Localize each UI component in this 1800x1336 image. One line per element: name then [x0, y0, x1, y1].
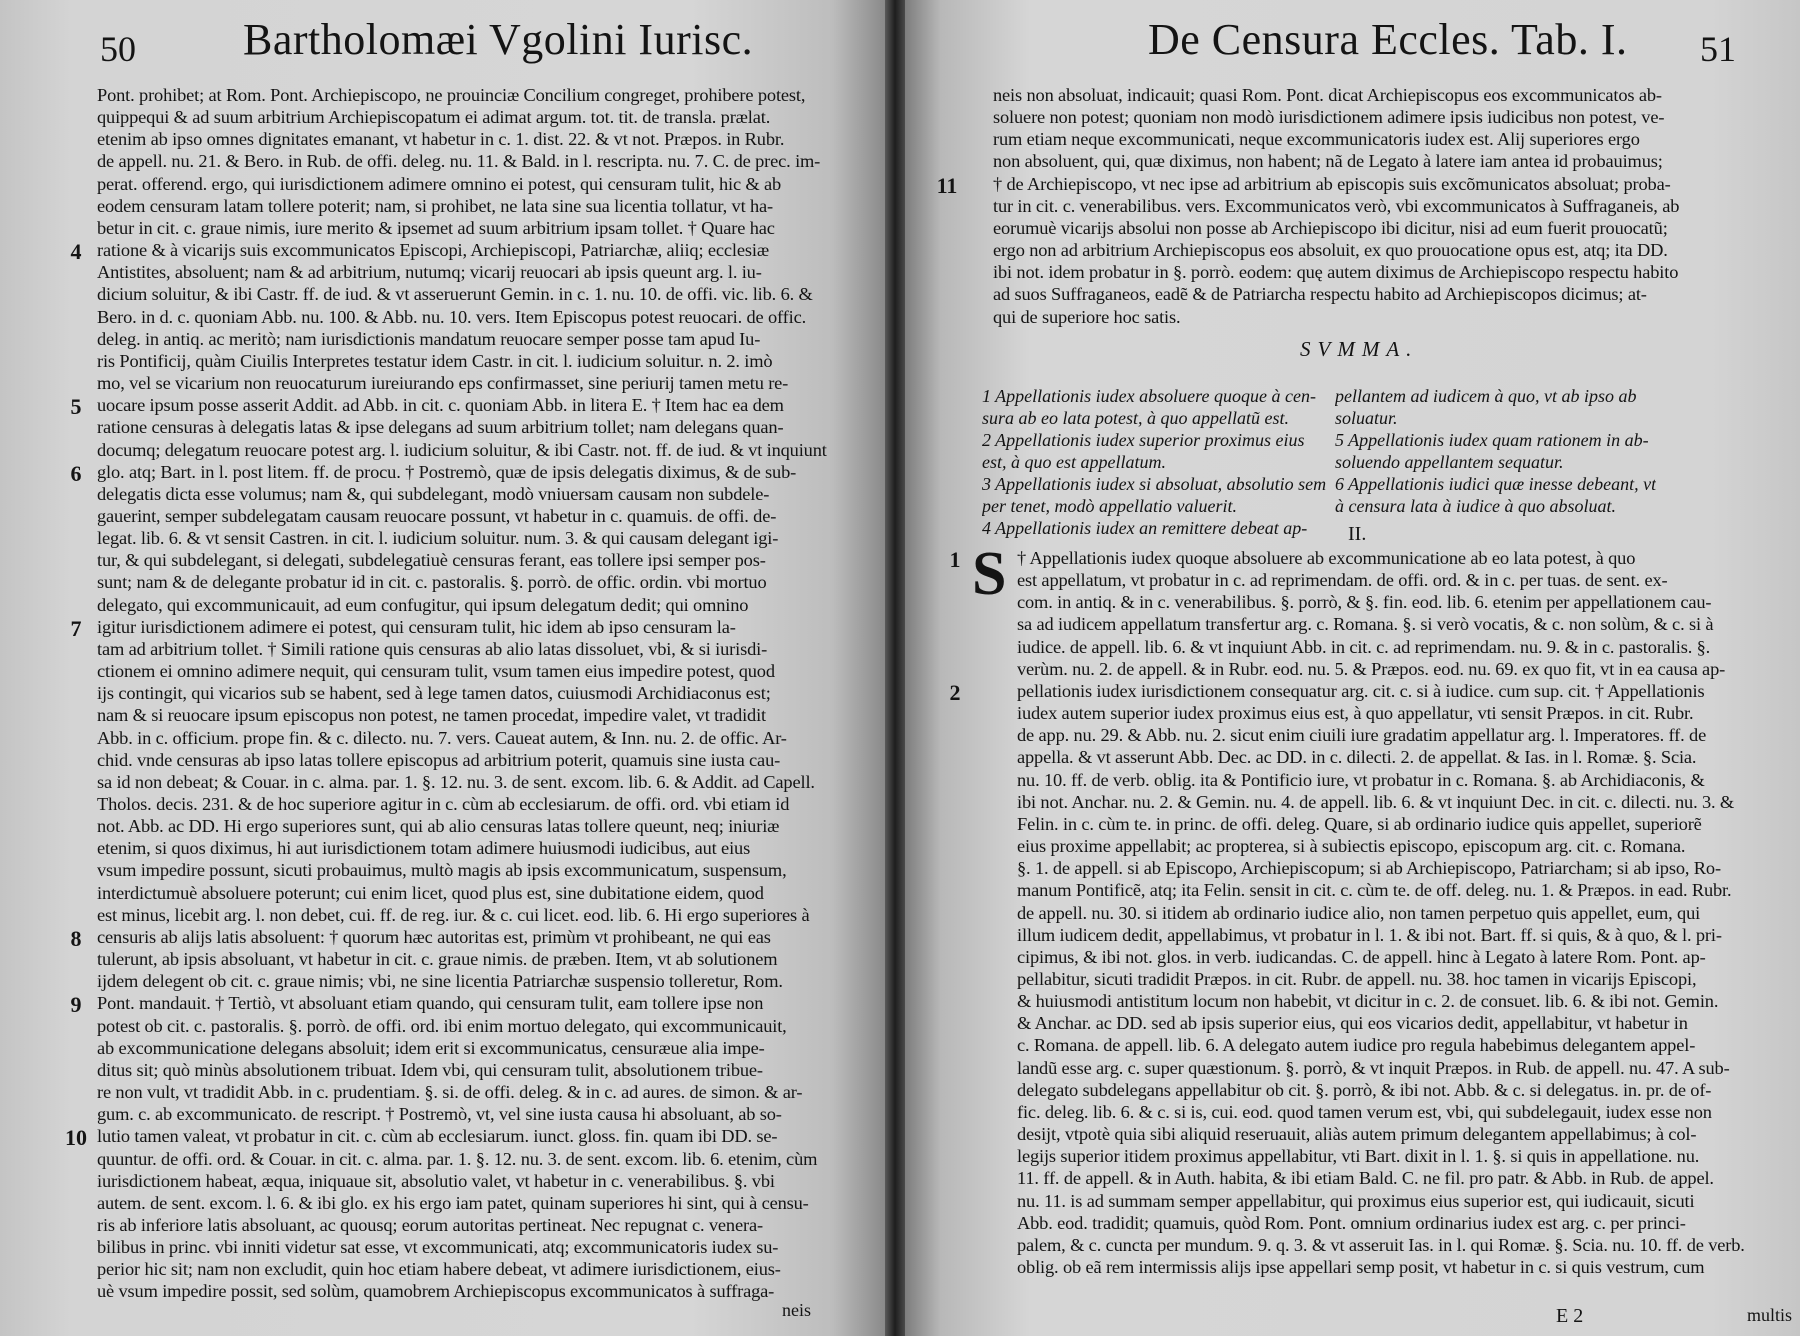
text-line: iudex autem superior iudex proximus eius est, à quo appellatur, vti sensit Præpos. in cit. Rubr.: [1017, 703, 1694, 724]
summa-entry: pellantem ad iudicem à quo, vt ab ipso ab: [1335, 386, 1637, 406]
signature-mark: E 2: [1556, 1305, 1584, 1327]
text-line: appella. & vt asserunt Abb. Dec. ac DD. in c. dilecti. 2. de appellat. & Ias. in l. Romæ. §. Scia.: [1017, 747, 1697, 768]
text-line: nu. 11. is ad summam semper appellabitur, qui proximus eius superior est, qui iudicauit, sicuti: [1017, 1190, 1695, 1211]
text-line: & Anchar. ac DD. sed ab ipsis superior eius, qui eos vicarios dedit, appellabitur, vt habetur in: [1017, 1013, 1688, 1034]
text-line: uè vsum impedire possit, sed solùm, quamobrem Archiepiscopus excommunicatos à suffraga-: [97, 1281, 775, 1302]
text-line: ris ab inferiore latis absoluant, ac quousq; eorum autoritas pertineat. Nec repugnat c. venera-: [97, 1214, 763, 1235]
text-line: verùm. nu. 2. de appell. & in Rubr. eod. nu. 5. & Præpos. eod. nu. 69. ex quo fit, vt in ea causa ap-: [1017, 658, 1726, 679]
text-line: Bero. in d. c. quoniam Abb. nu. 100. & Abb. nu. 10. vers. Item Episcopus potest reuocari. de offic.: [97, 306, 807, 327]
text-line: perat. offerend. ergo, qui iurisdictionem adimere omnino ei potest, qui censuram tulit, hic & ab: [97, 173, 782, 194]
text-line: c. Romana. de appell. lib. 6. A delegato autem iudice pro regula habebimus delegantem appel-: [1017, 1035, 1696, 1056]
text-line: tur, & qui subdelegant, si delegati, subdelegatiuè censuras ferant, eas tollere ipsi semper pos-: [97, 550, 766, 571]
text-line: eorumuè vicarijs absolui non posse ab Archiepiscopo ibi dicitur, nisi ad eum fuerit prouocatũ;: [993, 217, 1668, 238]
left-body-text: [97, 84, 832, 1303]
text-line: delegato subdelegans appellabitur ob cit. §. porrò, & ibi not. Abb. & c. si delegatus. in. pr. de of-: [1017, 1079, 1712, 1100]
text-line: soluere non potest; quoniam non modò iurisdictionem adimere ipsis iudicibus non potest, ve-: [993, 107, 1665, 128]
text-line: etenim, si quos diximus, hi aut iurisdictionem totam adimere huiusmodi iudicibus, aut eius: [97, 838, 751, 859]
text-line: deleg. in antiq. ac meritò; nam iurisdictionis mandatum reuocare semper posse tam apud Iu-: [97, 328, 761, 349]
text-line: est minus, licebit arg. l. non debet, cui. ff. de reg. iur. & c. cui licet. eod. lib. 6. Hi ergo superiores à: [97, 904, 810, 925]
right-intro-text: [993, 84, 1753, 328]
summa-entry: soluendo appellantem sequatur.: [1335, 452, 1564, 472]
margin-number: 7: [70, 615, 82, 641]
text-line: † Appellationis iudex quoque absoluere ab excommunicatione ab eo lata potest, à quo: [1017, 548, 1636, 568]
left-page: [0, 0, 885, 1336]
text-line: not. Abb. ac DD. Hi ergo superiores sunt, qui ab alio censuras latas tollere queunt, neq; iniuriæ: [97, 816, 780, 837]
text-line: sa ad iudicem appellatum transfertur arg. c. Romana. §. si verò vocatis, & c. non solùm, & c. si à: [1017, 614, 1714, 635]
summa-entry: 6 Appellationis iudici quæ inesse debeant, vt: [1335, 474, 1657, 494]
text-line: qui de superiore hoc satis.: [993, 306, 1181, 327]
text-line: mo, vel se vicarium non reuocaturum iureiurando eps confirmasset, sine periurij tamen metu re-: [97, 373, 789, 394]
text-line: legat. lib. 6. & vt sensit Castren. in cit. l. iudicium soluitur. num. 3. & qui causam delegant igi-: [97, 528, 779, 549]
text-line: documq; delegatum reuocare potest arg. l. iudicium soluitur, & ibi Castr. not. ff. de iud. & vt inquiunt: [97, 439, 827, 460]
text-line: dicium soluitur, & ibi Castr. ff. de iud. & vt asseruerunt Gemin. in c. 1. nu. 10. de offi. vic. lib. 6. &: [97, 284, 813, 305]
text-line: de appell. nu. 30. si itidem ab ordinario iudice alio, non tamen perpetuo quis appellet, eum, qui: [1017, 902, 1701, 923]
text-line: lutio tamen valeat, vt probatur in cit. c. cùm ab ecclesiarum. iunct. gloss. fin. quam ibi DD. se-: [97, 1126, 778, 1147]
margin-number: 11: [936, 172, 958, 198]
text-line: ijs contingit, qui vicarios sub se habent, sed à lege tamen datos, cuiusmodi Archidiaconus est;: [97, 683, 771, 704]
text-line: gum. c. ab excommunicato. de rescript. † Postremò, vt, vel sine iusta causa hi absoluant, ab so-: [97, 1104, 782, 1125]
text-line: legijs superior itidem proximus appellabitur, vti Bart. dixit in l. 1. §. si quis in appellatione. nu.: [1017, 1146, 1700, 1167]
text-line: uocare ipsum posse asserit Addit. ad Abb. in cit. c. quoniam Abb. in litera E. † Item hac ea dem: [97, 395, 784, 416]
text-line: ditus sit; quò minùs absolutionem tribuat. Idem vbi, qui censuram tulit, absolutionem tribue-: [97, 1059, 763, 1080]
summa-entry: per tenet, modò appellatio valuerit.: [982, 496, 1237, 516]
summa-entry: sura ab eo lata potest, à quo appellatũ est.: [982, 408, 1289, 428]
text-line: ctionem ei omnino adimere nequit, qui censuram tulit, vsum tamen eius impedire potest, quod: [97, 661, 775, 682]
text-line: Tholos. decis. 231. & de hoc superiore agitur in c. cùm ab ecclesiarum. de offi. ord. vbi etiam id: [97, 794, 790, 814]
text-line: landũ esse arg. c. super quæstionum. §. porrò, & vt inquit Præpos. in Rub. de appell. nu. 47. A sub-: [1017, 1057, 1730, 1078]
text-line: tulerunt, ab ipsis absoluant, vt habetur in cit. c. graue nimis. de præben. Item, vt ab solutionem: [97, 949, 778, 970]
text-line: Abb. in c. officium. prope fin. & c. dilecto. nu. 7. vers. Caueat autem, & Inn. nu. 2. de offic. Ar-: [97, 727, 787, 748]
book-gutter: [885, 0, 905, 1336]
summa-entry: est, à quo est appellatum.: [982, 452, 1166, 472]
text-line: manum Pontificẽ, atq; ita Felin. sensit in cit. c. cùm te. de off. deleg. nu. 1. & Præpos. in ead. Rubr.: [1017, 880, 1732, 901]
text-line: non absoluent, qui, quæ diximus, non habent; nã de Legato à latere iam antea id probauimus;: [993, 151, 1663, 172]
text-line: Antistites, absoluent; nam & ad arbitrium, nutumq; vicarij reuocari ab ipsis queunt arg. l. iu-: [97, 262, 762, 283]
text-line: nu. 10. ff. de verb. oblig. ita & Pontificio iure, vt probatur in c. Romana. §. ab Archidiaconis, &: [1017, 769, 1705, 790]
margin-number: 9: [70, 992, 82, 1018]
text-line: palem, & c. cuncta per mundum. 9. q. 3. & vt asseruit Ias. in l. qui Romæ. §. Scia. nu. 10. ff. de verb.: [1017, 1234, 1745, 1255]
text-line: autem. de sent. excom. l. 6. & ibi glo. ex his ergo iam patet, quinam superiores hi sint, qui à censu-: [97, 1192, 809, 1213]
text-line: † de Archiepiscopo, vt nec ipse ad arbitrium ab episcopis suis excõmunicatos absoluat; proba-: [993, 173, 1671, 194]
summa-entry: 5 Appellationis iudex quam rationem in ab-: [1335, 430, 1649, 450]
text-line: interdictumuè absoluere poterunt; cui enim licet, quod plus est, sine dubitatione eidem, quod: [97, 882, 764, 903]
section-number: II.: [1348, 523, 1367, 545]
text-line: 11. ff. de appell. & in Auth. habita, & ibi etiam Bald. C. ne fil. pro patr. & Abb. in Rub. de appel.: [1017, 1168, 1714, 1189]
summa-entry: 4 Appellationis iudex an remittere debeat ap-: [982, 518, 1308, 538]
summa-entry: 1 Appellationis iudex absoluere quoque à cen-: [982, 386, 1316, 406]
text-line: potest ob cit. c. pastoralis. §. porrò. de offi. ord. ibi enim mortuo delegato, qui excommunicauit,: [97, 1015, 787, 1036]
text-line: cipimus, & ibi not. glos. in verb. iudicandas. C. de appell. hinc à Legato à latere Rom. Pont. ap-: [1017, 946, 1706, 967]
margin-number: 5: [70, 394, 82, 420]
margin-number: 10: [65, 1125, 87, 1151]
text-line: neis non absoluat, indicauit; quasi Rom. Pont. dicat Archiepiscopus eos excommunicatos ab-: [993, 85, 1662, 105]
text-line: igitur iurisdictionem adimere ei potest, qui censuram tulit, hic idem ab ipso censuram la-: [97, 616, 736, 637]
right-page: [905, 0, 1800, 1336]
text-line: ibi not. idem probatur in §. porrò. eodem: quę autem diximus de Archiepiscopo respectu habito: [993, 262, 1679, 283]
right-running-head: De Censura Eccles. Tab. I.: [1148, 15, 1628, 64]
text-line: delegatis dicta esse volumus; nam &, qui subdelegant, modò vniuersam causam non subdele-: [97, 483, 770, 504]
text-line: de app. nu. 29. & Abb. nu. 2. sicut enim ciuili iure gradatim appellatur arg. l. Imperatores. ff. de: [1017, 725, 1707, 746]
margin-number: 6: [70, 460, 82, 486]
text-line: ergo non ad arbitrium Archiepiscopus eos absoluit, ex quo prouocatione opus est, atq; ita DD.: [993, 240, 1668, 261]
text-line: Pont. mandauit. † Tertiò, vt absoluant etiam quando, qui censuram tulit, eam tollere ipse non: [97, 993, 764, 1014]
text-line: quippequi & ad suum arbitrium Archiepiscopatum ei adimat argum. tot. tit. de transla. prælat.: [97, 107, 771, 128]
text-line: iurisdictionem habeat, æqua, iniquaue sit, absolutio valet, vt habetur in c. venerabilibus. §. vbi: [97, 1170, 775, 1191]
text-line: eius proxime appellabit; ac propterea, si à subiectis episcopo, episcopum arg. cit. c. Romana.: [1017, 836, 1686, 857]
text-line: betur in cit. c. graue nimis, iure merito & ipsemet ad suum arbitrium ipsam tollet. † Quare hac: [97, 217, 775, 238]
margin-number: 4: [70, 239, 82, 265]
text-line: sa id non debeat; & Couar. in c. alma. par. 1. §. 12. nu. 3. de sent. excom. lib. 6. & Addit. ad Capell.: [97, 771, 815, 792]
text-line: sunt; nam & de delegante probatur id in cit. c. pastoralis. §. porrò. de offic. ordin. vbi mortuo: [97, 572, 767, 593]
text-line: bilibus in princ. vbi inniti videtur sat esse, vt excommunicati, atq; excommunicatoris iudex su-: [97, 1237, 779, 1258]
text-line: re non vult, vt tradidit Abb. in c. prudentiam. §. si. de offi. deleg. & in c. ad aures. de simon. & ar-: [97, 1082, 803, 1103]
text-line: quuntur. de offi. ord. & Couar. in cit. c. alma. par. 1. §. 12. nu. 3. de sent. excom. lib. 6. etenim, cùm: [97, 1148, 818, 1169]
text-line: ad suos Suffraganeos, eadẽ & de Patriarcha respectu habito ad Archiepiscopos dicimus; at-: [993, 284, 1647, 305]
text-line: ab excommunicatione delegans absoluit; idem erit si excommunicatus, censuræue alia impe-: [97, 1037, 765, 1058]
text-line: ris Pontificij, quàm Ciuilis Interpretes testatur idem Castr. in cit. l. iudicium soluitur. n. 2. imò: [97, 350, 773, 371]
right-catchword: multis: [1747, 1305, 1793, 1325]
text-line: gauerint, semper subdelegatam causam reuocare possunt, vt habetur in c. quamuis. de offi. de-: [97, 505, 777, 526]
drop-cap-initial: S: [972, 540, 1007, 608]
text-line: est appellatum, vt probatur in c. ad reprimendam. de offi. ord. & in c. per tuas. de sent. ex-: [1017, 570, 1668, 591]
text-line: iudice. de appell. lib. 6. & vt inquiunt Abb. in cit. c. ad reprimendam. nu. 9. & in c. pastoralis. §.: [1017, 636, 1711, 657]
text-line: tur in cit. c. venerabilibus. vers. Excommunicatos verò, vbi excommunicatos à Suffraganeis, ab: [993, 195, 1680, 216]
right-body-text: [1017, 547, 1759, 1278]
text-line: vsum impedire possunt, sicuti probauimus, multò magis ab ipsis excommunicatum, suspensum,: [97, 860, 787, 881]
summa-entry: à censura lata à iudice à quo absoluat.: [1335, 496, 1616, 516]
summa-right-column: [1335, 385, 1656, 517]
text-line: desijt, vtpotè quia sibi aliquid reseruauit, aliàs autem primum delegantem appellabimus; à col-: [1017, 1124, 1697, 1145]
summa-heading: SVMMA.: [1300, 337, 1419, 361]
text-line: glo. atq; Bart. in l. post litem. ff. de procu. † Postremò, quæ de ipsis delegatis diximus, & de sub-: [97, 461, 797, 482]
text-line: censuris ab alijs latis absoluent: † quorum hæc autoritas est, primùm vt prohibeant, ne qui eas: [97, 926, 771, 947]
text-line: ratione & à vicarijs suis excommunicatos Episcopi, Archiepiscopi, Patriarchæ, aliiq; ecclesiæ: [97, 240, 769, 261]
text-line: perior hic sit; nam non excludit, quin hoc etiam habere debeat, vt adimere iurisdictionem, eius-: [97, 1259, 781, 1280]
text-line: fic. deleg. lib. 6. & c. si is, cui. eod. quod tamen verum est, vbi, qui subdelegauit, iudex esse non: [1017, 1101, 1712, 1122]
text-line: & huiusmodi antistitum locum non habebit, vt dicitur in c. 2. de consuet. lib. 6. & ibi not. Gemin.: [1017, 991, 1719, 1012]
text-line: etenim ab ipso omnes dignitates emanant, vt habetur in c. 1. dist. 22. & vt not. Præpos. in Rubr.: [97, 129, 785, 150]
margin-number: 8: [70, 925, 82, 951]
left-catchword: neis: [782, 1300, 811, 1320]
text-line: eodem censuram latam tollere poterit; nam, si prohibet, ne lata sine sua licentia tollatur, vt ha-: [97, 195, 774, 216]
margin-number: 2: [949, 679, 961, 705]
text-line: de appell. nu. 21. & Bero. in Rub. de offi. deleg. nu. 11. & Bald. in l. rescripta. nu. 7. C. de prec. im-: [97, 151, 821, 172]
text-line: ibi not. Anchar. nu. 2. & Gemin. nu. 4. de appell. lib. 6. & vt inquiunt Dec. in cit. c. dilecti. nu. 3. &: [1017, 791, 1735, 812]
left-running-head: Bartholomæi Vgolini Iurisc.: [243, 15, 754, 64]
text-line: Abb. eod. tradidit; quamuis, quòd Rom. Pont. omnium ordinarius iudex est arg. c. per princi-: [1017, 1212, 1686, 1233]
summa-entry: 2 Appellationis iudex superior proximus eius: [982, 430, 1305, 450]
text-line: pellabitur, sicuti tradidit Præpos. in cit. Rubr. de appell. nu. 38. hoc tamen in vicarijs Episcopi,: [1017, 968, 1697, 989]
text-line: tam ad arbitrium tollet. † Simili ratione quis censuras ab alio latas dissoluet, vbi, & si iurisdi-: [97, 638, 768, 659]
text-line: §. 1. de appell. si ab Episcopo, Archiepiscopum; si ab Archiepiscopo, Patriarcham; si ab ipso, Ro-: [1017, 858, 1721, 879]
text-line: com. in antiq. & in c. venerabilibus. §. porrò, & §. fin. eod. lib. 6. etenim per appellationem cau-: [1017, 592, 1712, 613]
text-line: ijdem delegent ob cit. c. graue nimis; vbi, ne sine licentia Patriarchæ suspensio tolleretur, Rom.: [97, 971, 783, 992]
text-line: Felin. in c. cùm te. in princ. de offi. deleg. Quare, si ab ordinario iudice quis appellet, superiorẽ: [1017, 813, 1702, 834]
text-line: nam & si reuocare ipsum episcopus non potest, ne tamen procedat, impedire valet, vt tradidit: [97, 705, 767, 726]
text-line: illum iudicem dedit, appellabimus, vt probatur in l. 1. & ibi not. Bart. ff. si quis, & à quo, & l. pri-: [1017, 924, 1722, 945]
text-line: Pont. prohibet; at Rom. Pont. Archiepiscopo, ne prouinciæ Concilium congreget, prohibere potest,: [97, 85, 806, 105]
text-line: chid. vnde censuras ab ipso latas tollere episcopus ad arbitrium poterit, quamuis sine iusta cau-: [97, 749, 781, 770]
text-line: pellationis iudex iurisdictionem consequatur arg. cit. c. si à iudice. cum sup. cit. † Appellationis: [1017, 680, 1705, 701]
text-line: ratione censuras à delegatis latas & ipse delegans ad suum arbitrium tollet; nam delegans quan-: [97, 417, 784, 438]
summa-left-column: [982, 385, 1326, 539]
text-line: delegato, qui excommunicauit, ad eum confugitur, qui ipsum delegatum dedit; qui omnino: [97, 594, 749, 615]
right-folio: 51: [1700, 29, 1736, 69]
margin-number: 1: [949, 547, 961, 572]
summa-entry: soluatur.: [1335, 408, 1398, 428]
left-folio: 50: [100, 29, 136, 69]
text-line: oblig. ob eã rem intermissis alijs ipse appellari semp posit, vt habetur in c. si quis vestrum, cum: [1017, 1257, 1705, 1277]
summa-entry: 3 Appellationis iudex si absoluat, absolutio sem: [982, 474, 1327, 494]
text-line: rum etiam neque excommunicati, neque excommunicatoris iudex est. Alij superiores ergo: [993, 129, 1640, 150]
